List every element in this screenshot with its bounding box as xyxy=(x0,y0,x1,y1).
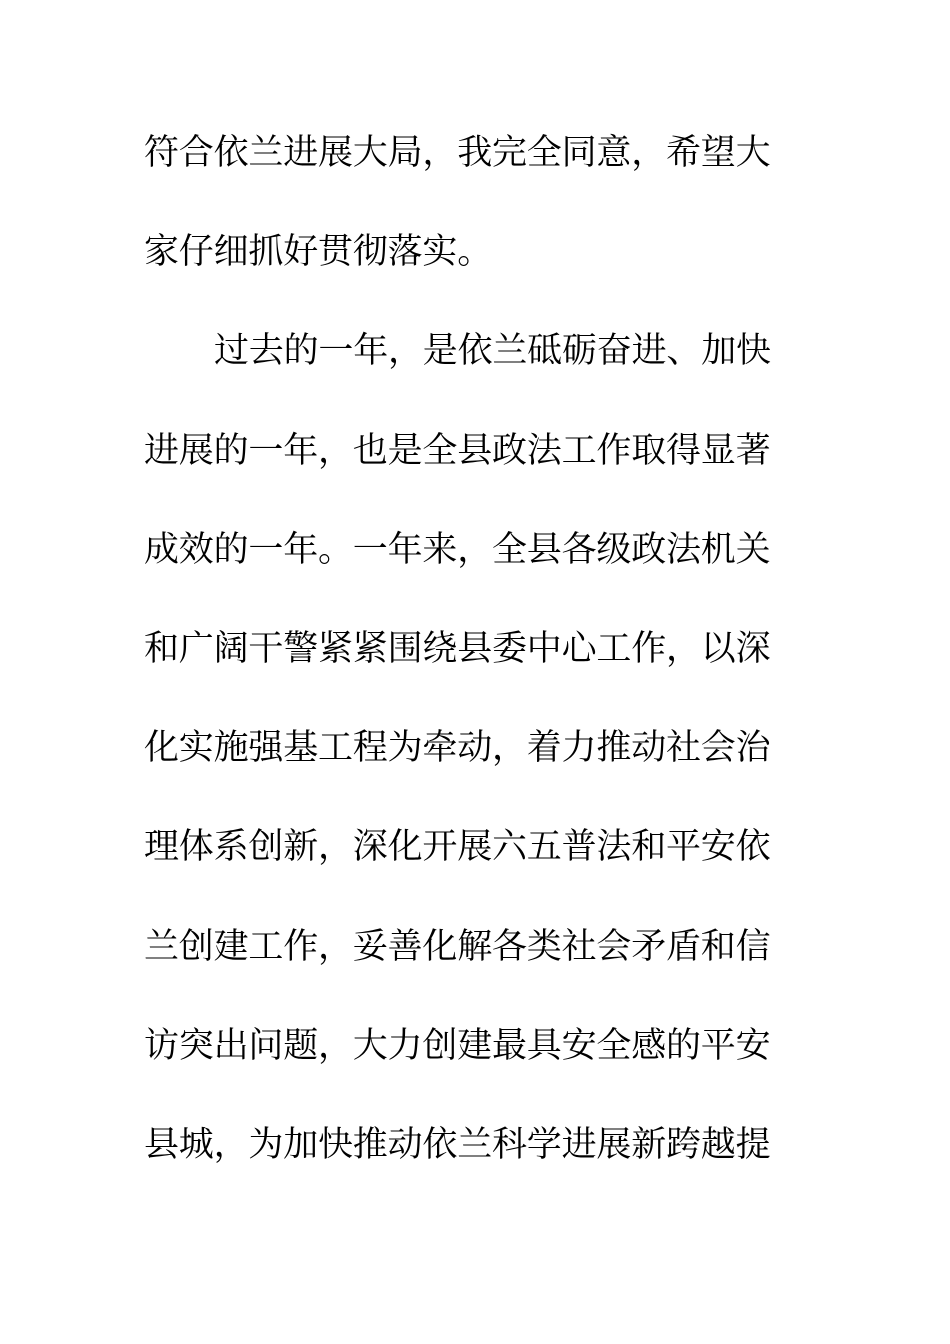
body-text xyxy=(144,127,784,1218)
text-line-4: 进展的一年，也是全县政法工作取得显著 xyxy=(144,430,771,471)
text-line-9: 兰创建工作，妥善化解各类社会矛盾和信 xyxy=(144,926,771,967)
paragraph-start-line: 过去的一年，是依兰砥砺奋进、加快 xyxy=(214,331,771,372)
text-line-8: 理体系创新，深化开展六五普法和平安依 xyxy=(144,827,771,868)
text-line-2: 家仔细抓好贯彻落实。 xyxy=(144,232,493,273)
text-line-11: 县城，为加快推动依兰科学进展新跨越提 xyxy=(144,1124,771,1165)
text-line-7: 化实施强基工程为牵动，着力推动社会治 xyxy=(144,728,771,769)
text-line-10: 访突出问题，大力创建最具安全感的平安 xyxy=(144,1025,771,1066)
text-line-5: 成效的一年。一年来，全县各级政法机关 xyxy=(144,529,771,570)
text-line-6: 和广阔干警紧紧围绕县委中心工作，以深 xyxy=(144,628,771,669)
text-line-1: 符合依兰进展大局，我完全同意，希望大 xyxy=(144,133,771,173)
